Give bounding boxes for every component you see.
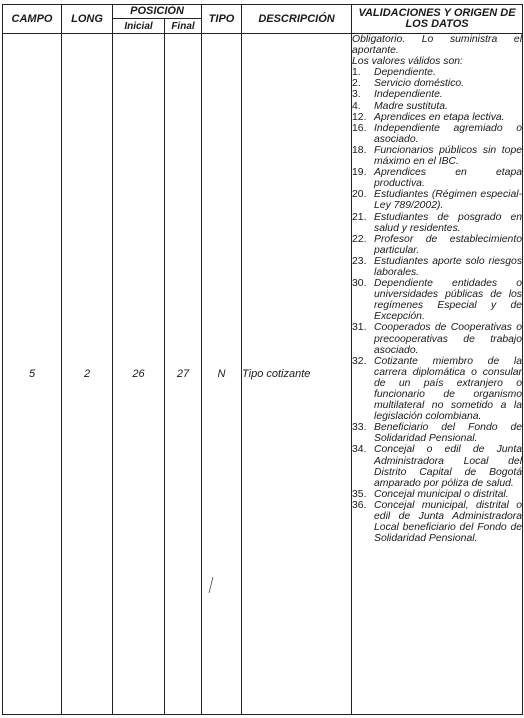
header-long: LONG	[62, 5, 113, 34]
option-code: 12.	[352, 111, 367, 123]
option-code: 33.	[352, 422, 367, 434]
list-item	[352, 78, 522, 89]
option-text: Dependiente.	[374, 67, 436, 79]
option-text: Aprendices en etapa productiva.	[374, 167, 523, 190]
option-code: 3.	[352, 89, 361, 101]
header-tipo: TIPO	[202, 5, 242, 34]
option-text: Aprendices en etapa lectiva.	[374, 111, 505, 123]
option-text: Independiente.	[374, 89, 443, 101]
option-text: Concejal municipal o distrital.	[374, 488, 509, 500]
option-code: 4.	[352, 100, 361, 112]
option-code: 18.	[352, 144, 367, 156]
option-code: 1.	[352, 67, 361, 79]
list-item	[352, 189, 522, 211]
option-code: 32.	[352, 355, 367, 367]
document-page	[2, 4, 522, 715]
option-code: 2.	[352, 78, 361, 90]
list-item	[352, 145, 522, 167]
option-text: Concejal municipal, distrital o edil de Junta Administradora Local beneficiario del Fondo de Solidaridad Pensional.	[374, 499, 523, 545]
option-code: 34.	[352, 444, 367, 456]
cell-campo: 5	[3, 34, 62, 715]
header-final: Final	[165, 19, 202, 34]
list-item	[352, 356, 522, 423]
option-code: 35.	[352, 488, 367, 500]
list-item	[352, 212, 522, 234]
option-code: 36.	[352, 499, 367, 511]
list-item	[352, 278, 522, 322]
list-item	[352, 322, 522, 355]
list-item	[352, 422, 522, 444]
option-text: Independiente agremiado o asociado.	[374, 122, 523, 145]
header-posicion: POSICIÓN	[113, 5, 202, 19]
list-item	[352, 123, 522, 145]
option-text: Estudiantes (Régimen especial- Ley 789/2002).	[374, 189, 523, 212]
list-item	[352, 444, 522, 488]
option-text: Servicio doméstico.	[374, 78, 465, 90]
option-code: 30.	[352, 278, 367, 290]
option-text: Profesor de establecimiento particular.	[374, 233, 523, 256]
option-text: Concejal o edil de Junta Administradora Local del Distrito Capital de Bogotá amparado por póliza de salud.	[374, 444, 523, 489]
pen-mark	[207, 576, 215, 594]
option-code: 16.	[352, 122, 367, 134]
option-text: Cotizante miembro de la carrera diplomática o consular de un país extranjero o funcionario de organismo multilateral no sometido a la legislación colombiana.	[374, 355, 523, 423]
list-item	[352, 256, 522, 278]
option-text: Beneficiario del Fondo de Solidaridad Pensional.	[374, 422, 523, 445]
option-code: 31.	[352, 322, 367, 334]
cell-final: 27	[165, 34, 202, 715]
option-text: Dependiente entidades o universidades públicas de los regímenes Especial y de Excepción.	[374, 278, 523, 323]
field-spec-table	[2, 4, 523, 715]
option-code: 19.	[352, 167, 367, 179]
list-item	[352, 101, 522, 112]
cell-validaciones	[352, 34, 523, 715]
option-text: Funcionarios públicos sin tope máximo en el IBC.	[374, 144, 523, 168]
option-text: Madre sustituta.	[374, 100, 448, 112]
validation-intro: Obligatorio. Lo suministra el aportante.	[352, 34, 523, 57]
valid-values-list	[352, 67, 522, 544]
table-row	[3, 34, 523, 715]
list-item	[352, 500, 522, 544]
list-item	[352, 67, 522, 78]
option-code: 22.	[352, 233, 367, 245]
option-code: 20.	[352, 189, 367, 201]
cell-long: 2	[62, 34, 113, 715]
header-validaciones: VALIDACIONES Y ORIGEN DE LOS DATOS	[352, 5, 523, 34]
option-code: 21.	[352, 211, 367, 223]
list-item	[352, 489, 522, 500]
option-text: Cooperados de Cooperativas o precooperativas de trabajo asociado.	[374, 322, 523, 356]
option-text: Estudiantes aporte solo riesgos laborales.	[374, 255, 523, 278]
valid-values-label: Los valores válidos son:	[352, 56, 463, 68]
header-inicial: Inicial	[113, 19, 165, 34]
option-code: 23.	[352, 255, 367, 267]
list-item	[352, 112, 522, 123]
list-item	[352, 167, 522, 189]
list-item	[352, 89, 522, 100]
option-text: Estudiantes de posgrado en salud y residentes.	[374, 211, 523, 234]
cell-descripcion: Tipo cotizante	[242, 34, 352, 715]
list-item	[352, 234, 522, 256]
header-descripcion: DESCRIPCIÓN	[242, 5, 352, 34]
header-campo: CAMPO	[3, 5, 62, 34]
cell-inicial: 26	[113, 34, 165, 715]
cell-tipo: N	[202, 34, 242, 715]
